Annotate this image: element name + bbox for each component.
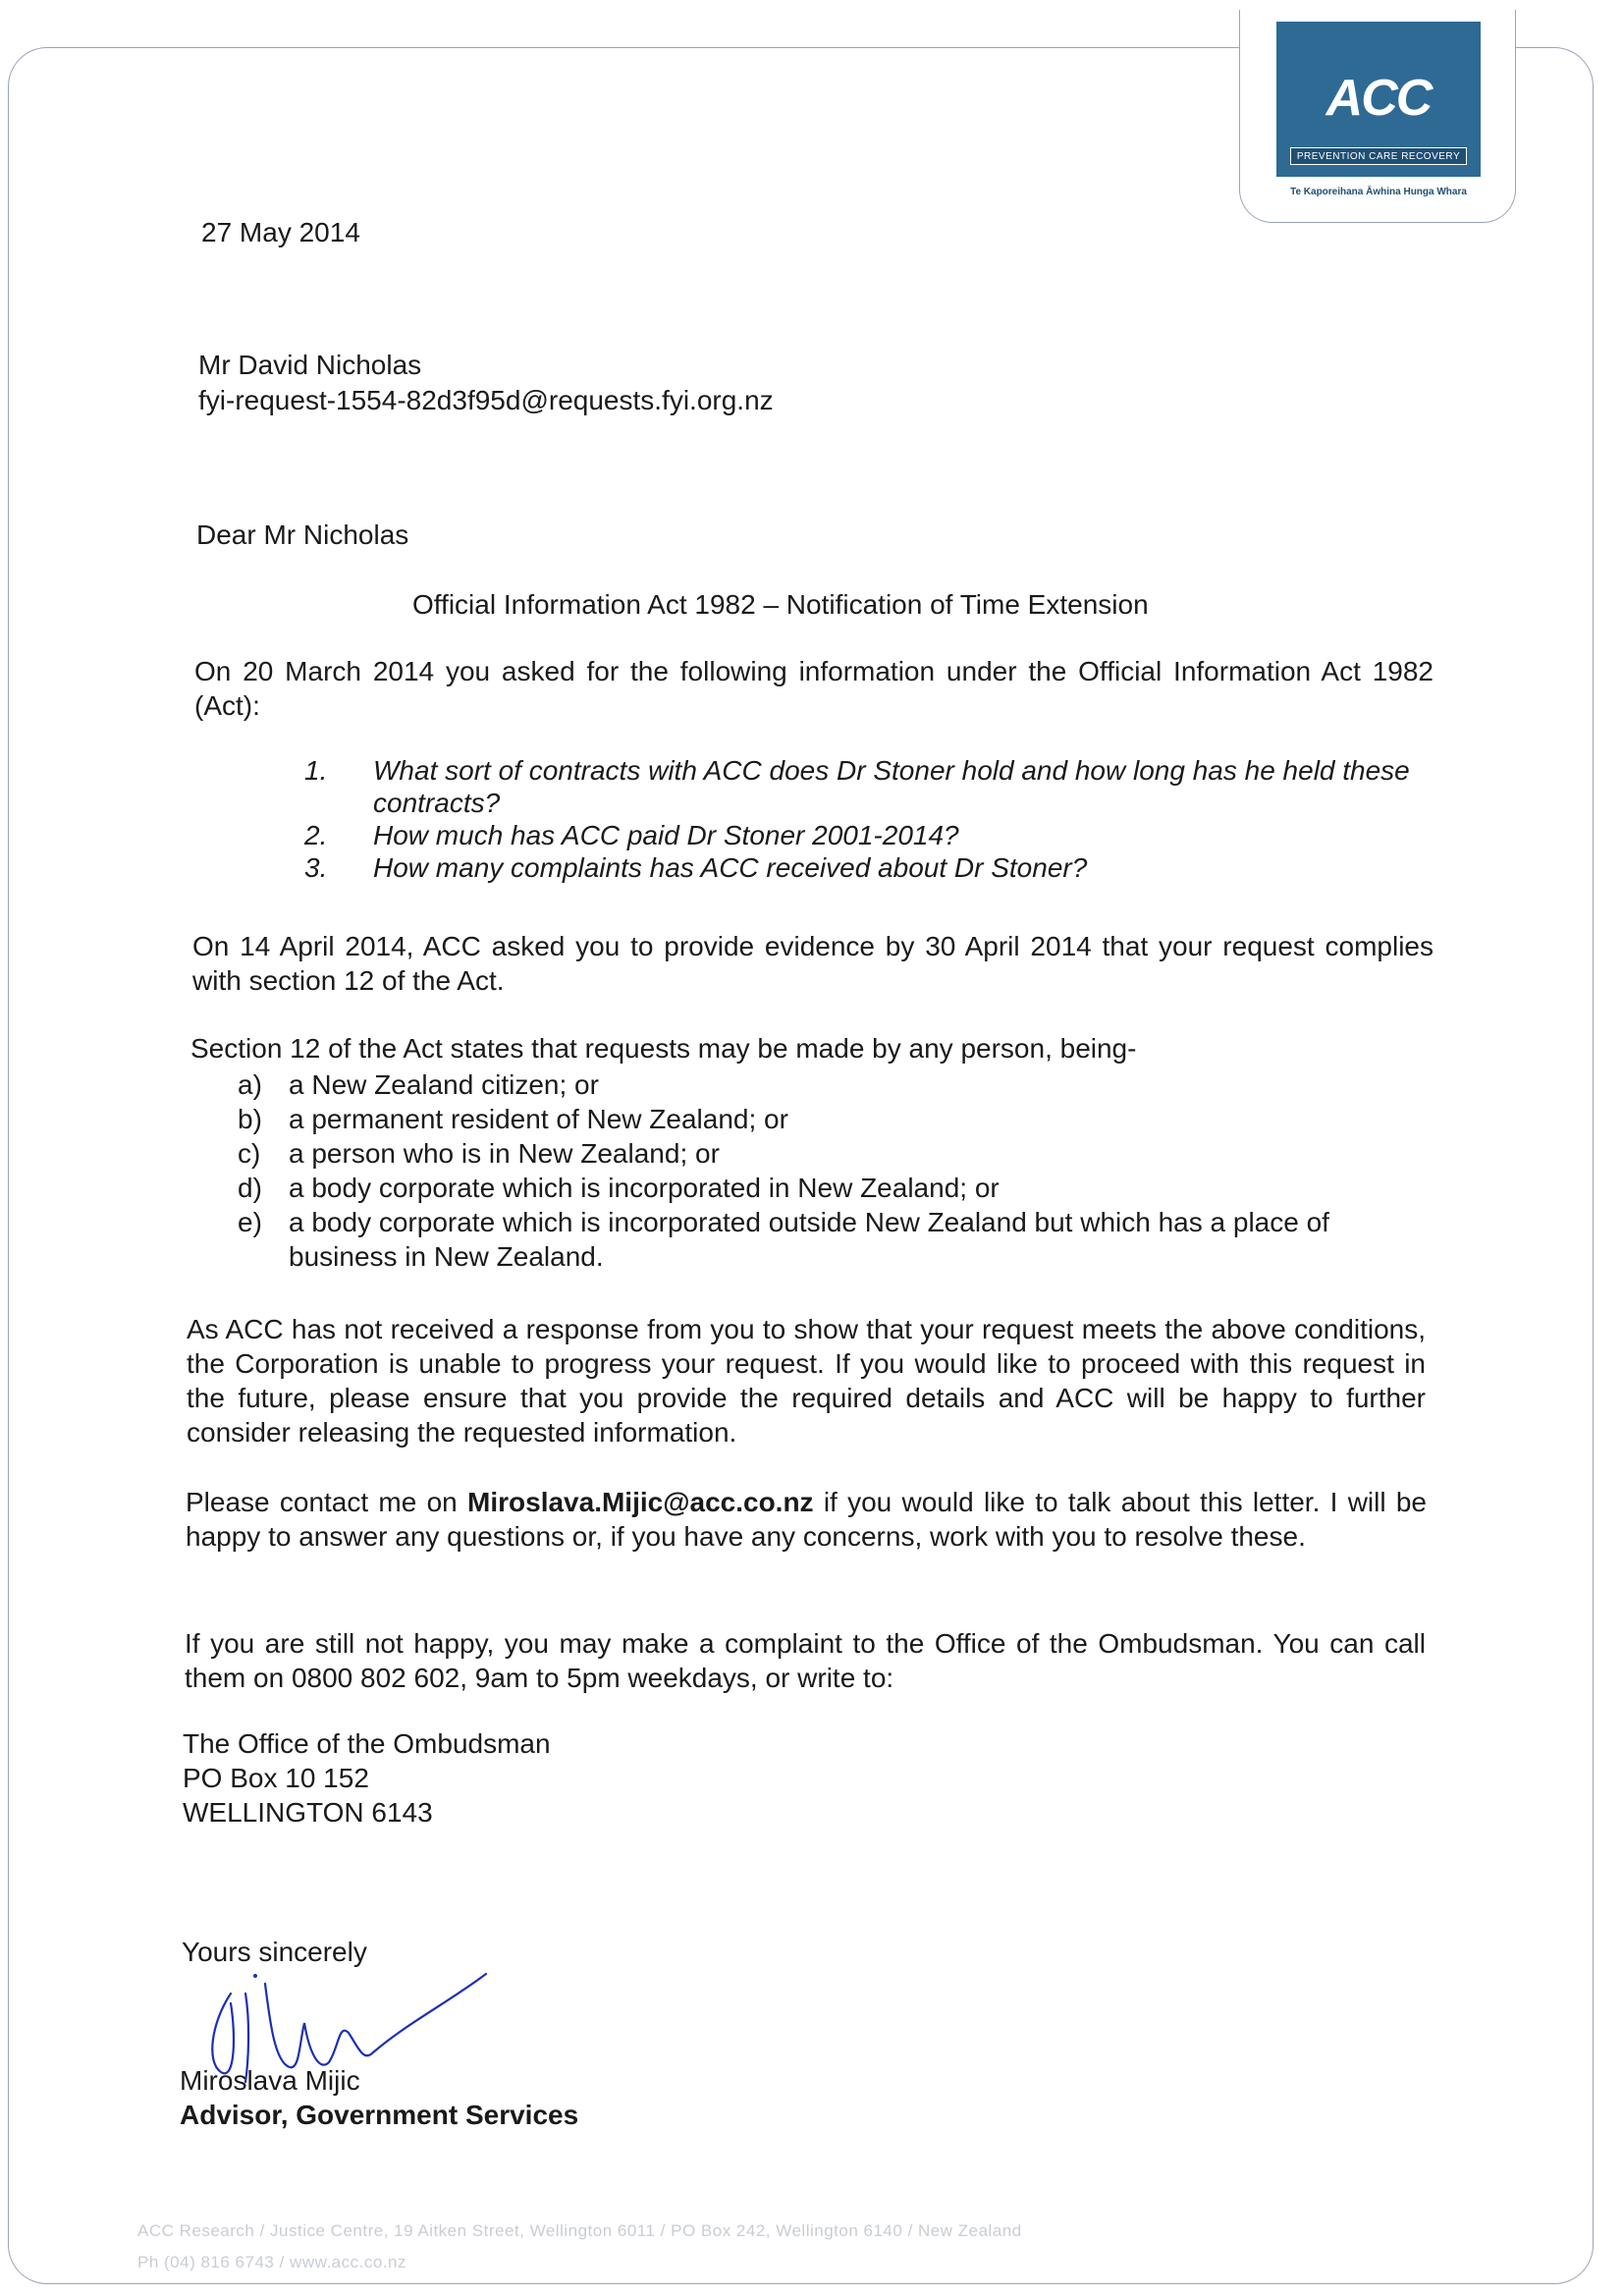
list-number: 3.: [304, 852, 328, 883]
ombudsman-paragraph: If you are still not happy, you may make a complaint to the Office of the Ombudsman. You can call them on 0800 802 602, 9am to 5pm weekdays, or write to:: [185, 1628, 1426, 1693]
recipient-name: Mr David Nicholas: [198, 350, 422, 380]
section12-intro: Section 12 of the Act states that requests may be made by any person, being-: [190, 1033, 1137, 1064]
list-text: How many complaints has ACC received about Dr Stoner?: [373, 852, 1088, 883]
list-letter: c): [238, 1138, 261, 1169]
address-line-3: WELLINGTON 6143: [183, 1797, 433, 1828]
contact-email-link[interactable]: Miroslava.Mijic@acc.co.nz: [467, 1487, 814, 1517]
list-item: [238, 1136, 1434, 1171]
question-list: [304, 754, 1434, 884]
list-item: [238, 1102, 1434, 1136]
list-item: [304, 819, 1434, 851]
list-letter: d): [238, 1173, 262, 1203]
acc-logo: [1276, 22, 1481, 177]
letter-date: 27 May 2014: [201, 217, 360, 247]
evidence-paragraph: On 14 April 2014, ACC asked you to provide evidence by 30 April 2014 that your request complies with section 12 of the Act.: [192, 931, 1434, 996]
section12-list: [238, 1067, 1434, 1274]
list-text: a New Zealand citizen; or: [289, 1069, 599, 1100]
recipient-email[interactable]: fyi-request-1554-82d3f95d@requests.fyi.org.nz: [198, 385, 774, 415]
acc-logo-mark: ACC: [1325, 70, 1432, 127]
contact-suffix: if you would like to talk about this letter. I will be happy to answer any questions or, if you have any concerns, work with you to resolve these.: [186, 1487, 1427, 1552]
signer-title: Advisor, Government Services: [180, 2100, 579, 2130]
list-text: a person who is in New Zealand; or: [289, 1138, 720, 1169]
list-text: a body corporate which is incorporated outside New Zealand but which has a place of business in New Zealand.: [289, 1207, 1329, 1272]
acc-maori-name: Te Kaporeihana Āwhina Hunga Whara: [1290, 187, 1467, 197]
list-letter: b): [238, 1104, 262, 1134]
contact-paragraph: [186, 1485, 1427, 1554]
list-text: What sort of contracts with ACC does Dr Stoner hold and how long has he held these contracts?: [373, 755, 1410, 818]
address-line-1: The Office of the Ombudsman: [183, 1728, 551, 1759]
footer-address: ACC Research / Justice Centre, 19 Aitken Street, Wellington 6011 / PO Box 242, Wellington 6140 / New Zealand: [137, 2221, 1022, 2240]
closing: Yours sincerely: [182, 1937, 367, 1967]
letter-subject: Official Information Act 1982 – Notification of Time Extension: [412, 589, 1149, 620]
list-number: 1.: [304, 755, 328, 786]
list-text: How much has ACC paid Dr Stoner 2001-2014?: [373, 820, 959, 850]
acc-logo-tagline: PREVENTION CARE RECOVERY: [1290, 147, 1467, 165]
list-number: 2.: [304, 820, 328, 850]
list-item: [304, 754, 1434, 819]
list-item: [238, 1171, 1434, 1205]
response-paragraph: As ACC has not received a response from you to show that your request meets the above conditions, the Corporation is unable to progress your request. If you would like to proceed with this request in the future, please ensure that you provide the required details and ACC will be happy to further consider releasing the requested information.: [187, 1314, 1426, 1448]
list-letter: e): [238, 1207, 262, 1237]
list-letter: a): [238, 1069, 262, 1100]
list-item: [304, 851, 1434, 884]
footer-contact: Ph (04) 816 6743 / www.acc.co.nz: [137, 2253, 406, 2271]
list-text: a body corporate which is incorporated in New Zealand; or: [289, 1173, 1000, 1203]
list-item: [238, 1205, 1434, 1274]
salutation: Dear Mr Nicholas: [196, 519, 409, 550]
contact-prefix: Please contact me on: [186, 1487, 468, 1517]
address-line-2: PO Box 10 152: [183, 1763, 369, 1793]
signer-name: Miroslava Mijic: [180, 2065, 360, 2096]
list-item: [238, 1067, 1434, 1102]
list-text: a permanent resident of New Zealand; or: [289, 1104, 788, 1134]
intro-paragraph: On 20 March 2014 you asked for the following information under the Official Information Act 1982 (Act):: [194, 656, 1434, 721]
